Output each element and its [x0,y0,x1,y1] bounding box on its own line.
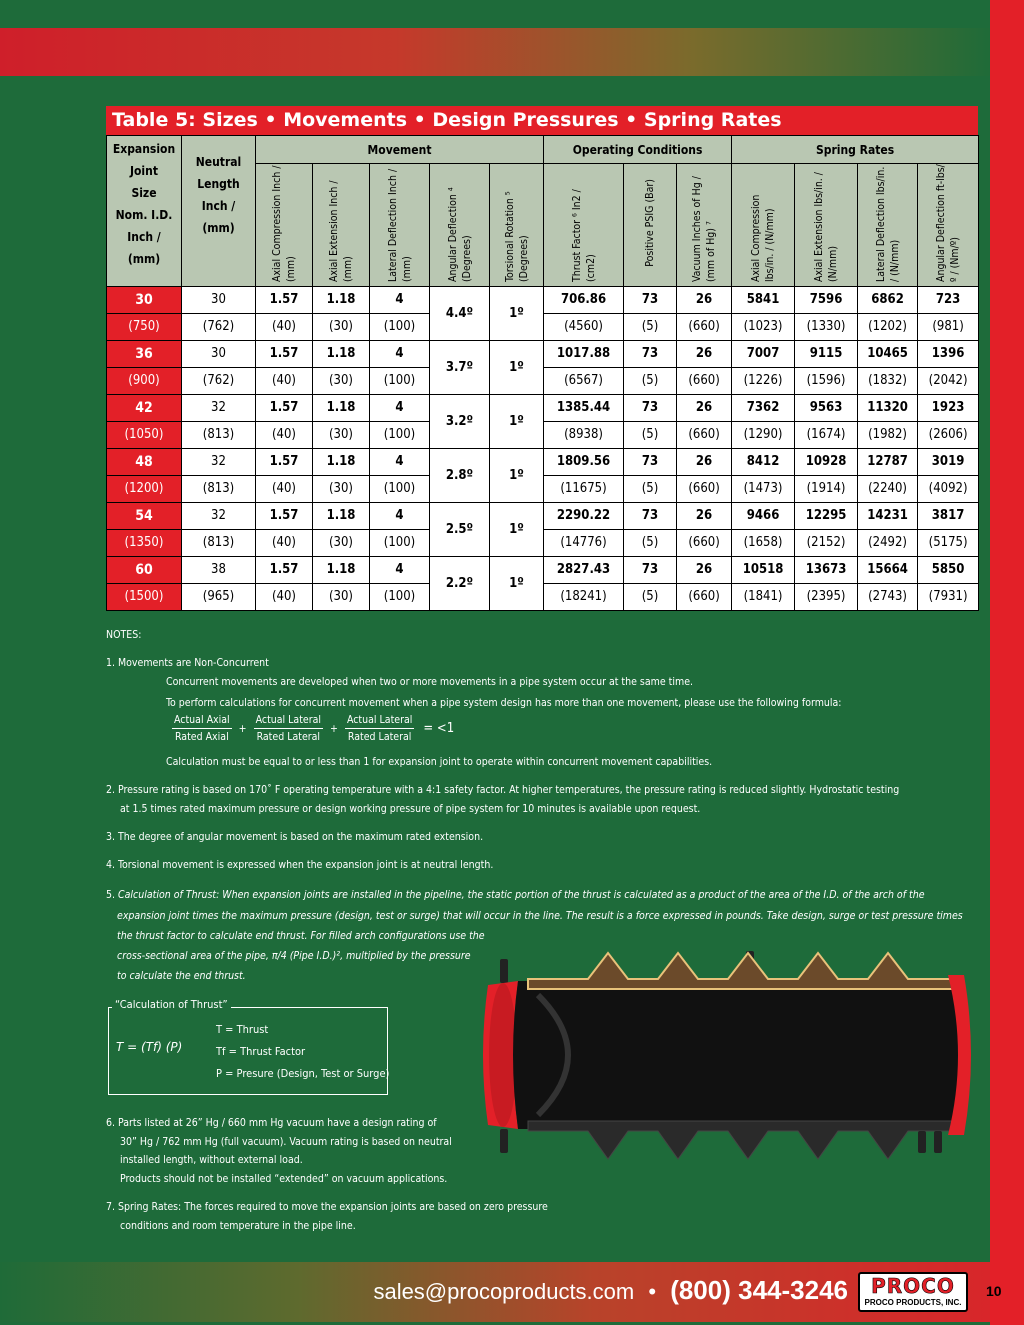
table-cell-metric: (2743) [858,584,918,611]
table-cell-metric: (40) [256,476,313,503]
table-row [107,287,979,314]
table-cell-metric: (100) [370,314,430,341]
note-7-line-b: conditions and room temperature in the pipe line. [120,1220,356,1232]
note-6-line-a: 6. Parts listed at 26” Hg / 660 mm Hg vacuum have a design rating of [106,1117,437,1129]
table-cell-metric: (1914) [795,476,858,503]
note-5-line-d: cross-sectional area of the pipe, π/4 (Pipe I.D.)², multiplied by the pressure [117,950,471,962]
table-cell-metric: (1982) [858,422,918,449]
table-cell: 73 [624,341,677,368]
table-cell: 10518 [732,557,795,584]
notes-heading: NOTES: [106,629,142,641]
specs-table-container [106,106,978,610]
header-group-operating: Operating Conditions [544,136,732,164]
table-cell: 5841 [732,287,795,314]
table-cell: 26 [677,341,732,368]
table-cell: 32 [182,503,256,530]
note-5-line-b: expansion joint times the maximum pressure (design, test or surge) that will occur in the line. The result is a force expressed in pounds. Take design, surge or test pressure times [117,910,963,922]
fraction-lateral-2: $\frac{\text{Actual Lateral}}{\text{Rated Lateral}}$ [346,714,413,743]
table-cell: 8412 [732,449,795,476]
table-cell: 6862 [858,287,918,314]
table-cell: 73 [624,503,677,530]
table-row-metric [107,476,979,503]
torsional-rotation-cell: 1º [490,449,544,503]
table-cell: 1.57 [256,395,313,422]
angular-deflection-cell: 4.4º [430,287,490,341]
table-row [107,341,979,368]
note-1-text-b: To perform calculations for concurrent movement when a pipe system design has more than one movement, please use the following formula: [166,697,842,709]
angular-deflection-cell: 3.2º [430,395,490,449]
angular-deflection-cell: 2.8º [430,449,490,503]
table-cell: 11320 [858,395,918,422]
table-cell-metric: (40) [256,314,313,341]
table-cell-metric: (40) [256,368,313,395]
table-cell: 1.57 [256,287,313,314]
note-4: 4. Torsional movement is expressed when the expansion joint is at neutral length. [106,859,494,871]
table-cell-metric: (100) [370,476,430,503]
table-cell-metric: (2152) [795,530,858,557]
size-metric-cell: (1500) [107,584,182,611]
table-cell-metric: (100) [370,422,430,449]
table-cell: 4 [370,395,430,422]
legend-thrust-factor: Tf = Thrust Factor [216,1045,306,1058]
note-1-text-c: Calculation must be equal to or less than 1 for expansion joint to operate within concurrent movement capabilities. [166,756,713,768]
table-cell-metric: (1596) [795,368,858,395]
table-cell: 7596 [795,287,858,314]
table-cell-metric: (2606) [918,422,979,449]
table-cell: 30 [182,287,256,314]
fraction-axial: $\frac{\text{Actual Axial}}{\text{Rated Axial}}$ [174,714,230,743]
table-cell: 38 [182,557,256,584]
header-neutral-length: Neutral Length Inch / (mm) [182,136,256,287]
size-metric-cell: (900) [107,368,182,395]
table-cell: 13673 [795,557,858,584]
table-cell: 3019 [918,449,979,476]
table-cell: 26 [677,287,732,314]
table-cell: 1.18 [313,395,370,422]
table-cell: 1017.88 [544,341,624,368]
right-red-bar [990,0,1024,1325]
table-cell-metric: (11675) [544,476,624,503]
table-row-metric [107,530,979,557]
size-cell: 36 [107,341,182,368]
table-title: Table 5: Sizes • Movements • Design Pressures • Spring Rates [106,106,978,135]
table-cell-metric: (100) [370,584,430,611]
table-cell: 4 [370,287,430,314]
concurrent-formula: $\frac{\text{Actual Axial}}{\text{Rated Axial}}$ + $\frac{\text{Actual Lateral}}{\text{Rated Lateral}}$ + $\frac{\text{Actual Lateral}}{\text{Rated Lateral}}$ = <1 [174,714,455,743]
proco-logo: PROCO PROCO PRODUCTS, INC. [858,1272,968,1312]
note-2-line-a: 2. Pressure rating is based on 170˚ F operating temperature with a 4:1 safety factor. At higher temperatures, the pressure rating is reduced slightly. Hydrostatic testing [106,784,900,796]
col-header: Angular Deflection ft-lbs/º / (Nm/º) [918,164,979,287]
table-cell-metric: (100) [370,530,430,557]
table-cell-metric: (1290) [732,422,795,449]
table-cell: 1396 [918,341,979,368]
table-cell: 1.18 [313,557,370,584]
col-header: Lateral Deflection Inch / (mm) [370,164,430,287]
table-cell-metric: (5) [624,530,677,557]
table-cell: 26 [677,503,732,530]
header-expansion-joint-size: Expansion Joint Size Nom. I.D. Inch / (mm) [107,136,182,287]
col-header: Torsional Rotation ⁵ (Degrees) [490,164,544,287]
specs-table-body [107,287,979,611]
table-cell-metric: (18241) [544,584,624,611]
table-cell-metric: (30) [313,314,370,341]
table-row [107,503,979,530]
angular-deflection-cell: 2.5º [430,503,490,557]
table-cell-metric: (14776) [544,530,624,557]
table-cell-metric: (813) [182,530,256,557]
note-2-line-b: at 1.5 times rated maximum pressure or design working pressure of pipe system for 10 minutes is available upon request. [120,803,701,815]
size-cell: 54 [107,503,182,530]
table-cell-metric: (30) [313,422,370,449]
note-5-line-a: 5. Calculation of Thrust: When expansion joints are installed in the pipeline, the static portion of the thrust is calculated as a product of the area of the I.D. of the arch of the [106,889,925,901]
size-metric-cell: (1050) [107,422,182,449]
col-header: Axial Compression lbs/in. / (N/mm) [732,164,795,287]
table-cell-metric: (5) [624,368,677,395]
table-cell-metric: (1658) [732,530,795,557]
table-cell-metric: (1674) [795,422,858,449]
table-cell-metric: (762) [182,314,256,341]
table-cell: 5850 [918,557,979,584]
note-5-line-c: the thrust factor to calculate end thrust. For filled arch configurations use the [117,930,485,942]
table-cell-metric: (1473) [732,476,795,503]
table-cell-metric: (5175) [918,530,979,557]
note-6-line-d: Products should not be installed “extended” on vacuum applications. [120,1173,448,1185]
header-group-movement: Movement [256,136,544,164]
size-metric-cell: (1350) [107,530,182,557]
table-cell-metric: (40) [256,584,313,611]
table-row [107,449,979,476]
table-cell-metric: (8938) [544,422,624,449]
table-cell-metric: (40) [256,530,313,557]
table-cell: 1.57 [256,503,313,530]
note-1-title: 1. Movements are Non-Concurrent [106,657,269,669]
table-cell-metric: (660) [677,530,732,557]
note-6-line-c: installed length, without external load. [120,1154,303,1166]
table-cell-metric: (965) [182,584,256,611]
torsional-rotation-cell: 1º [490,287,544,341]
note-1-text-a: Concurrent movements are developed when two or more movements in a pipe system occur at the same time. [166,676,694,688]
table-cell-metric: (30) [313,584,370,611]
page-number: 10 [986,1283,1002,1299]
col-header: Axial Extension lbs/in. / (N/mm) [795,164,858,287]
table-cell-metric: (1023) [732,314,795,341]
table-cell-metric: (1226) [732,368,795,395]
table-cell: 1.18 [313,503,370,530]
table-cell-metric: (2240) [858,476,918,503]
table-cell: 4 [370,341,430,368]
torsional-rotation-cell: 1º [490,503,544,557]
size-cell: 30 [107,287,182,314]
table-cell: 12295 [795,503,858,530]
size-metric-cell: (750) [107,314,182,341]
col-header: Lateral Deflection lbs/in. / (N/mm) [858,164,918,287]
table-row-metric [107,584,979,611]
table-cell-metric: (813) [182,422,256,449]
table-cell: 10928 [795,449,858,476]
size-cell: 42 [107,395,182,422]
table-cell: 10465 [858,341,918,368]
table-cell-metric: (5) [624,314,677,341]
note-7-line-a: 7. Spring Rates: The forces required to move the expansion joints are based on zero pressure [106,1201,548,1213]
size-cell: 60 [107,557,182,584]
table-cell: 1385.44 [544,395,624,422]
table-cell-metric: (660) [677,368,732,395]
table-cell: 1.18 [313,287,370,314]
table-cell-metric: (762) [182,368,256,395]
table-cell-metric: (2395) [795,584,858,611]
footer-email[interactable]: sales@procoproducts.com [373,1279,635,1304]
table-row-metric [107,368,979,395]
table-cell: 26 [677,449,732,476]
table-cell-metric: (6567) [544,368,624,395]
table-cell: 32 [182,449,256,476]
thrust-formula: T = (Tf) (P) [116,1040,183,1054]
calculation-of-thrust-title: “Calculation of Thrust” [112,998,231,1011]
fraction-lateral-1: $\frac{\text{Actual Lateral}}{\text{Rated Lateral}}$ [255,714,322,743]
table-cell-metric: (1841) [732,584,795,611]
angular-deflection-cell: 3.7º [430,341,490,395]
table-cell: 9466 [732,503,795,530]
footer-phone[interactable]: (800) 344-3246 [670,1275,848,1305]
table-cell-metric: (30) [313,530,370,557]
table-cell: 32 [182,395,256,422]
torsional-rotation-cell: 1º [490,341,544,395]
table-cell: 723 [918,287,979,314]
torsional-rotation-cell: 1º [490,395,544,449]
angular-deflection-cell: 2.2º [430,557,490,611]
table-cell-metric: (5) [624,476,677,503]
table-row [107,557,979,584]
table-cell: 30 [182,341,256,368]
torsional-rotation-cell: 1º [490,557,544,611]
table-cell-metric: (2042) [918,368,979,395]
table-cell-metric: (660) [677,584,732,611]
size-metric-cell: (1200) [107,476,182,503]
table-cell: 2827.43 [544,557,624,584]
col-header: Thrust Factor ⁶ In2 / (cm2) [544,164,624,287]
table-cell-metric: (7931) [918,584,979,611]
table-cell: 73 [624,395,677,422]
table-row [107,395,979,422]
top-gradient-band [0,28,990,76]
table-cell-metric: (1832) [858,368,918,395]
table-cell-metric: (40) [256,422,313,449]
table-cell-metric: (5) [624,584,677,611]
table-cell: 9115 [795,341,858,368]
table-cell: 73 [624,287,677,314]
table-cell-metric: (30) [313,476,370,503]
table-cell: 4 [370,503,430,530]
table-row-metric [107,422,979,449]
table-cell-metric: (4092) [918,476,979,503]
col-header: Axial Extension Inch / (mm) [313,164,370,287]
table-cell: 15664 [858,557,918,584]
table-cell: 73 [624,449,677,476]
col-header: Vacuum Inches of Hg / (mm of Hg) ⁷ [677,164,732,287]
table-cell-metric: (660) [677,476,732,503]
table-cell: 73 [624,557,677,584]
table-cell: 1.18 [313,341,370,368]
note-3: 3. The degree of angular movement is based on the maximum rated extension. [106,831,484,843]
table-cell: 7362 [732,395,795,422]
table-cell-metric: (2492) [858,530,918,557]
table-row-metric [107,314,979,341]
table-cell-metric: (1202) [858,314,918,341]
table-cell-metric: (4560) [544,314,624,341]
expansion-joint-cutaway-image [478,945,978,1165]
table-cell-metric: (5) [624,422,677,449]
table-cell: 4 [370,557,430,584]
table-cell-metric: (1330) [795,314,858,341]
table-cell: 1809.56 [544,449,624,476]
table-cell-metric: (813) [182,476,256,503]
col-header: Positive PSIG (Bar) [624,164,677,287]
note-5-line-e: to calculate the end thrust. [117,970,246,982]
table-cell: 9563 [795,395,858,422]
table-cell: 7007 [732,341,795,368]
table-cell: 2290.22 [544,503,624,530]
table-cell: 14231 [858,503,918,530]
col-header: Axial Compression Inch / (mm) [256,164,313,287]
legend-thrust: T = Thrust [216,1023,269,1036]
col-header: Angular Deflection ⁴ (Degrees) [430,164,490,287]
footer-contact: sales@procoproducts.com • (800) 344-3246 [373,1275,848,1305]
table-cell: 1.57 [256,557,313,584]
table-cell: 1.57 [256,449,313,476]
table-cell: 26 [677,557,732,584]
table-cell: 1.18 [313,449,370,476]
table-cell-metric: (660) [677,314,732,341]
table-cell-metric: (100) [370,368,430,395]
table-cell: 4 [370,449,430,476]
table-cell: 26 [677,395,732,422]
table-cell: 1923 [918,395,979,422]
table-cell: 706.86 [544,287,624,314]
size-cell: 48 [107,449,182,476]
table-cell: 12787 [858,449,918,476]
legend-pressure: P = Presure (Design, Test or Surge) [216,1067,390,1080]
table-cell: 3817 [918,503,979,530]
header-group-spring: Spring Rates [732,136,979,164]
table-cell-metric: (30) [313,368,370,395]
specs-table [106,135,979,611]
table-cell: 1.57 [256,341,313,368]
note-6-line-b: 30” Hg / 762 mm Hg (full vacuum). Vacuum rating is based on neutral [120,1136,452,1148]
table-cell-metric: (660) [677,422,732,449]
table-cell-metric: (981) [918,314,979,341]
